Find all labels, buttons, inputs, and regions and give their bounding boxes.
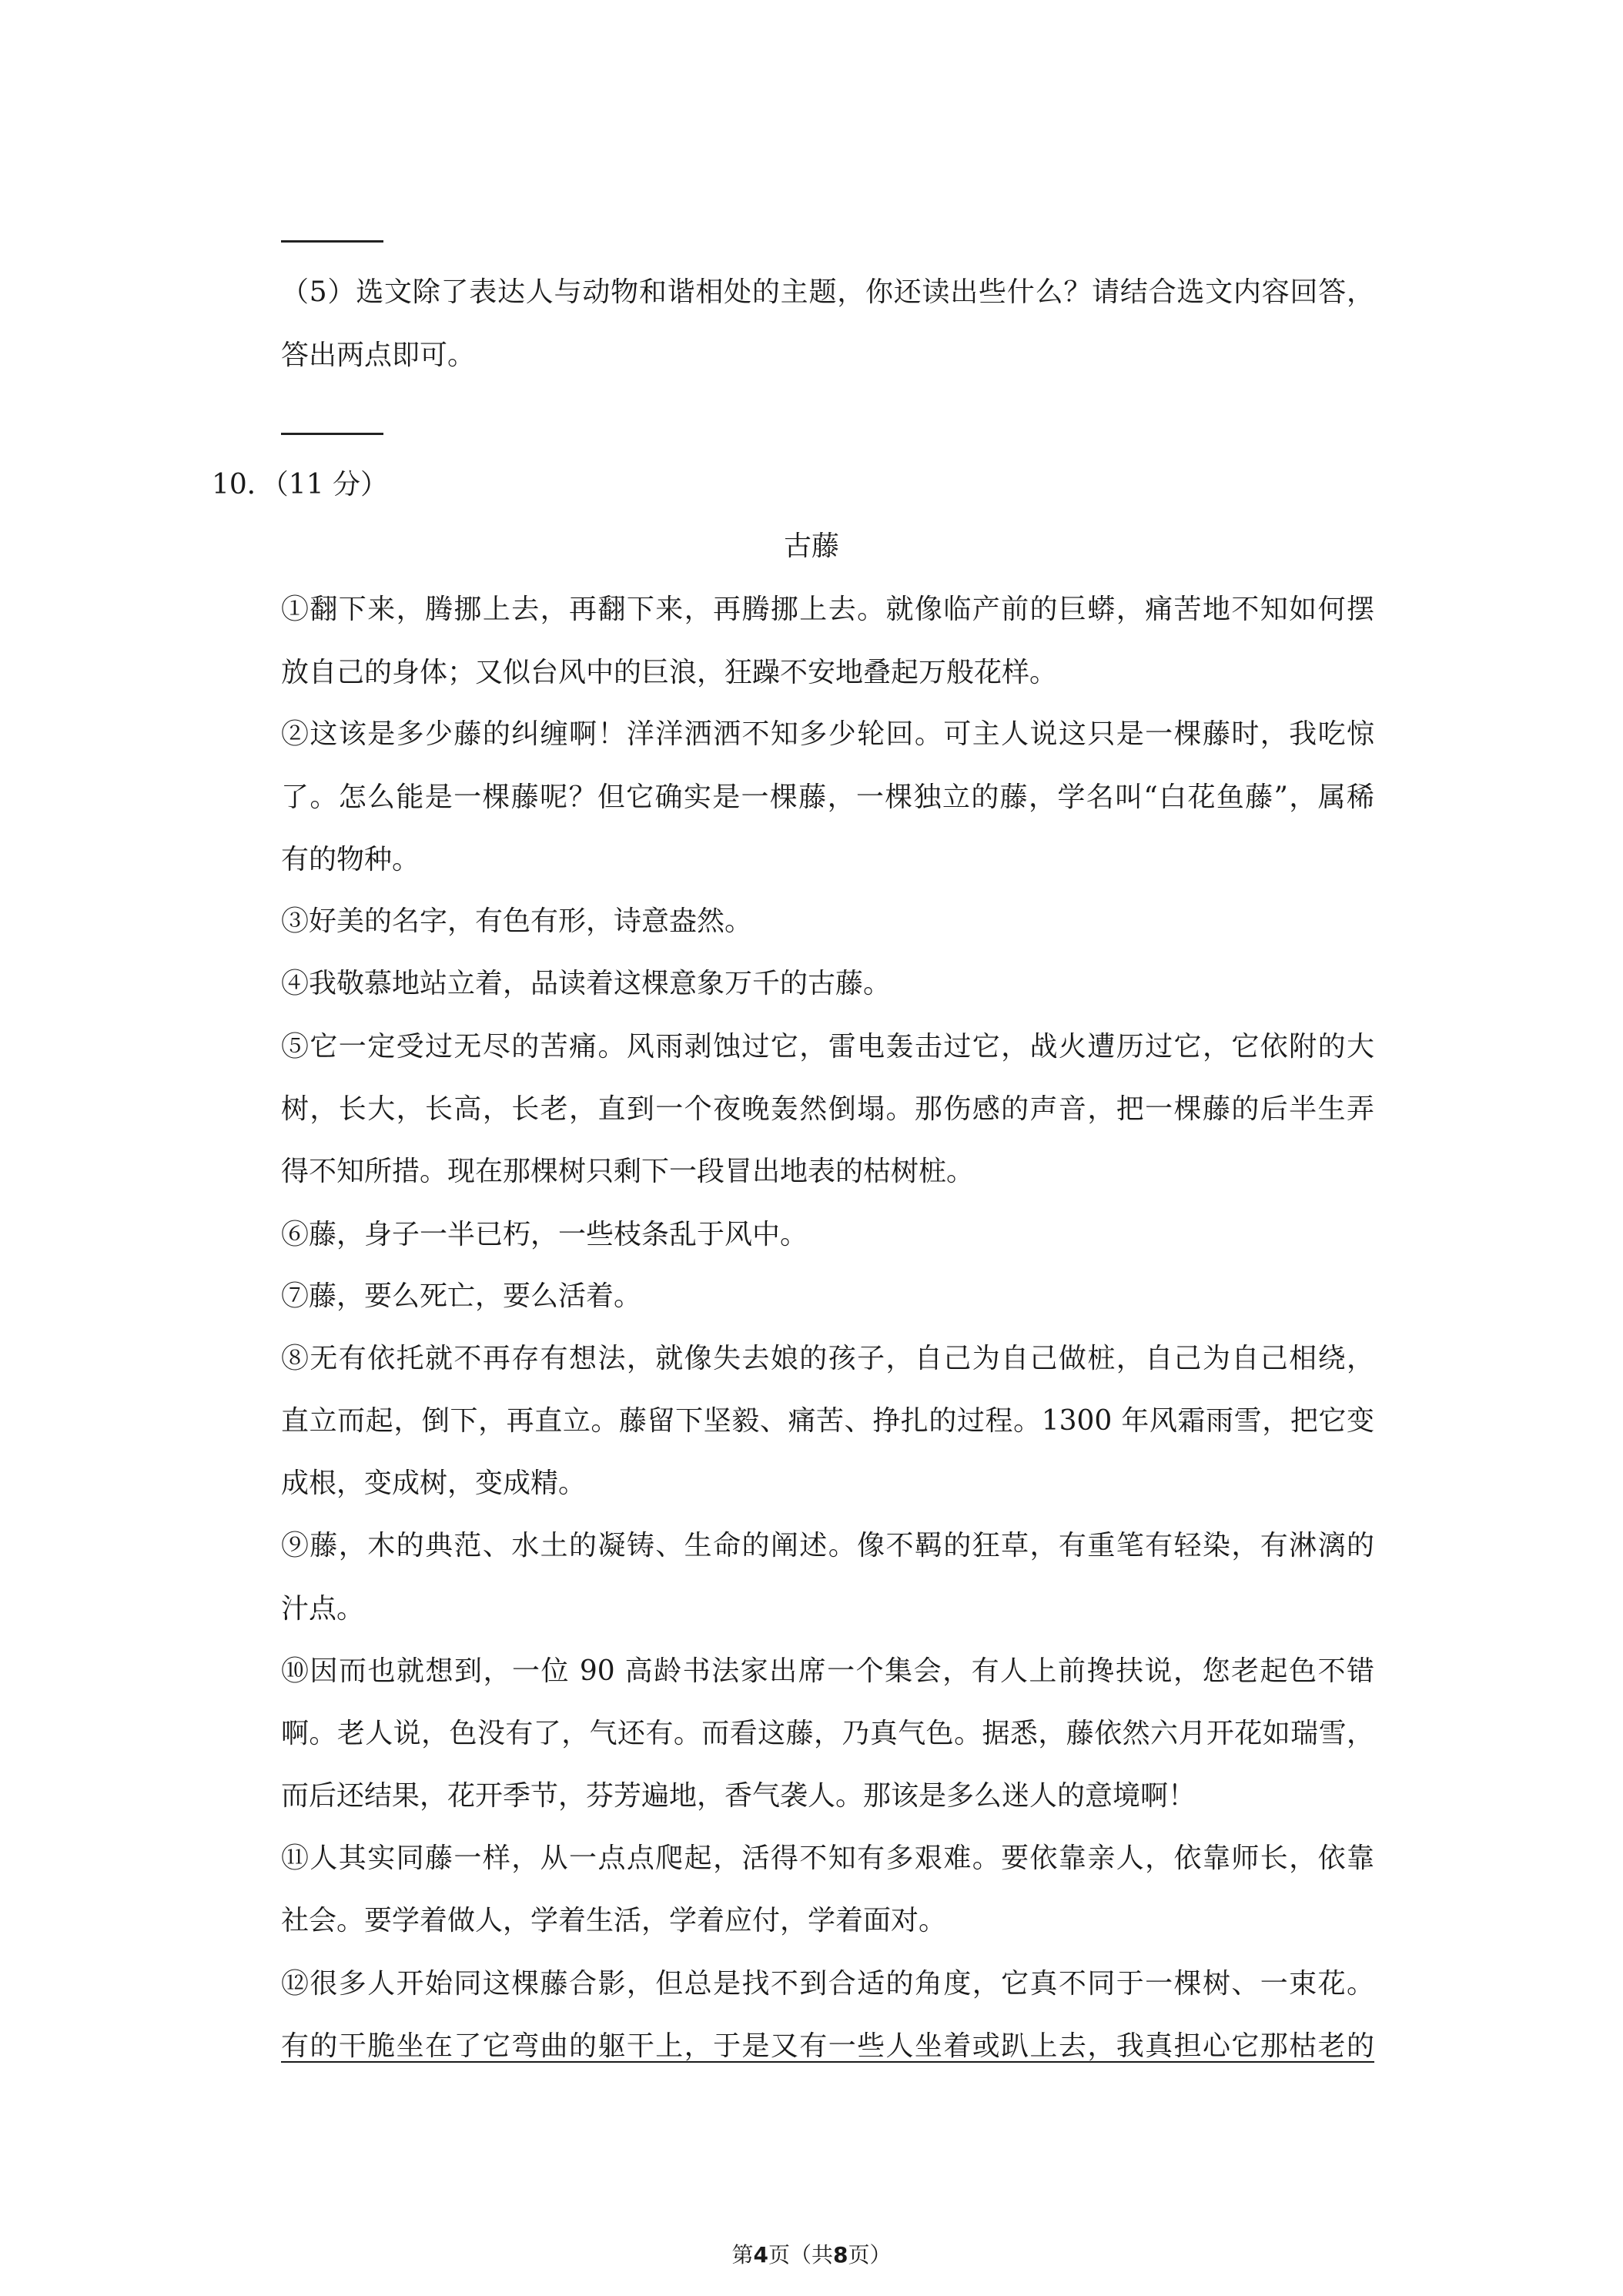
passage-title: 古藤 xyxy=(783,530,839,562)
passage-line: ③好美的名字，有色有形，诗意盎然。 xyxy=(281,905,753,937)
passage-line: 直立而起，倒下，再直立。藤留下坚毅、痛苦、挣扎的过程。1300 年风霜雨雪，把它变 xyxy=(281,1405,1374,1437)
passage-line: ②这该是多少藤的纠缠啊！洋洋洒洒不知多少轮回。可主人说这只是一棵藤时，我吃惊 xyxy=(281,718,1374,750)
passage-line: 有的物种。 xyxy=(281,844,420,875)
footer-page-number: 4 xyxy=(753,2242,768,2268)
passage-line: 啊。老人说，色没有了，气还有。而看这藤，乃真气色。据悉，藤依然六月开花如瑞雪， xyxy=(281,1718,1374,1749)
footer-total-pages: 8 xyxy=(833,2242,848,2268)
passage-line: 汁点。 xyxy=(281,1593,365,1625)
passage-line: 社会。要学着做人，学着生活，学着应付，学着面对。 xyxy=(281,1905,947,1936)
passage-line: 树，长大，长高，长老，直到一个夜晚轰然倒塌。那伤感的声音，把一棵藤的后半生弄 xyxy=(281,1093,1374,1125)
footer-prefix: 第 xyxy=(731,2242,754,2268)
passage-line: ⑩因而也就想到，一位 90 高龄书法家出席一个集会，有人上前搀扶说，您老起色不错 xyxy=(281,1655,1374,1687)
passage-line: ④我敬慕地站立着，品读着这棵意象万千的古藤。 xyxy=(281,968,892,999)
passage-line: ①翻下来，腾挪上去，再翻下来，再腾挪上去。就像临产前的巨蟒，痛苦地不知如何摆 xyxy=(281,594,1374,625)
footer-suffix: 页） xyxy=(848,2242,892,2268)
passage-line: ⑥藤，身子一半已朽，一些枝条乱于风中。 xyxy=(281,1219,808,1250)
passage-line: 放自己的身体；又似台风中的巨浪，狂躁不安地叠起万般花样。 xyxy=(281,657,1058,688)
passage-line: ⑧无有依托就不再存有想法，就像失去娘的孩子，自己为自己做桩，自己为自己相绕， xyxy=(281,1343,1374,1374)
passage-line: ⑪人其实同藤一样，从一点点爬起，活得不知有多艰难。要依靠亲人，依靠师长，依靠 xyxy=(281,1842,1374,1874)
passage-line: ⑤它一定受过无尽的苦痛。风雨剥蚀过它，雷电轰击过它，战火遭历过它，它依附的大 xyxy=(281,1031,1374,1063)
footer-middle: 页（共 xyxy=(768,2242,833,2268)
passage-line: 得不知所措。现在那棵树只剩下一段冒出地表的枯树桩。 xyxy=(281,1156,975,1187)
passage-line: 了。怎么能是一棵藤呢？但它确实是一棵藤，一棵独立的藤，学名叫“白花鱼藤”，属稀 xyxy=(281,782,1374,813)
q9-sub5-line-2: 答出两点即可。 xyxy=(281,340,476,371)
passage-line: 而后还结果，花开季节，芬芳遍地，香气袭人。那该是多么迷人的意境啊！ xyxy=(281,1780,1196,1812)
q9-sub5-line-1: （5）选文除了表达人与动物和谐相处的主题，你还读出些什么？请结合选文内容回答， xyxy=(281,276,1374,308)
passage-line-underlined: 有的干脆坐在了它弯曲的躯干上，于是又有一些人坐着或趴上去，我真担心它那枯老的 xyxy=(281,2030,1374,2062)
passage-line: 成根，变成树，变成精。 xyxy=(281,1468,587,1499)
page-footer xyxy=(0,2241,1623,2269)
answer-blank-line xyxy=(281,433,383,435)
answer-blank-line xyxy=(281,240,383,243)
passage-line: ⑫很多人开始同这棵藤合影，但总是找不到合适的角度，它真不同于一棵树、一束花。 xyxy=(281,1968,1374,2000)
passage-line: ⑦藤，要么死亡，要么活着。 xyxy=(281,1280,642,1312)
question-10-header: 10．（11 分） xyxy=(212,469,389,500)
passage-line: ⑨藤，木的典范、水土的凝铸、生命的阐述。像不羁的狂草，有重笔有轻染，有淋漓的 xyxy=(281,1530,1374,1561)
